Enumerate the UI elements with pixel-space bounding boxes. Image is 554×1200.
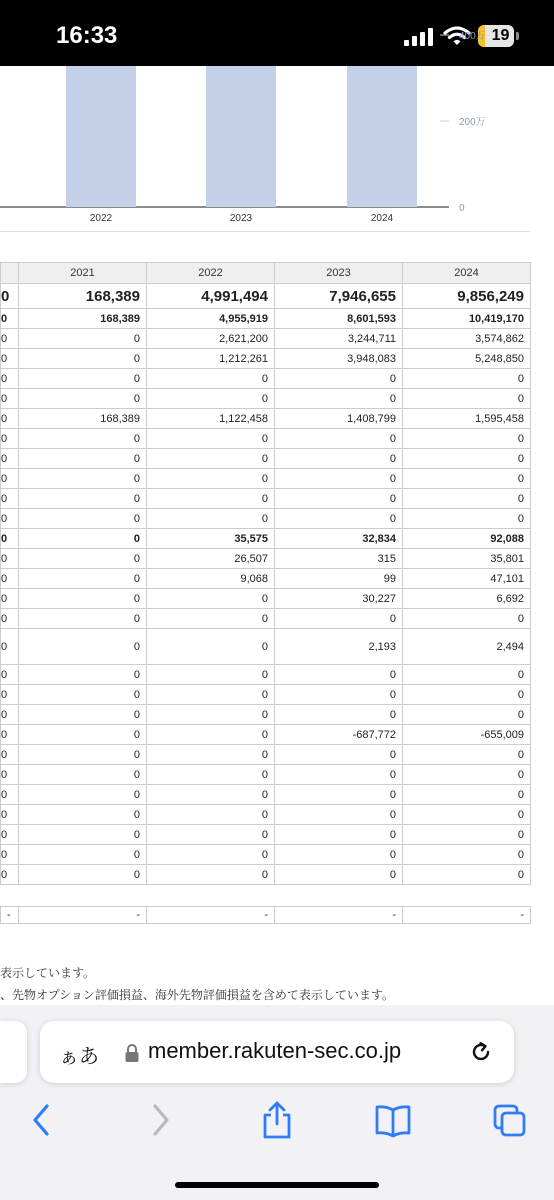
- table-cell: 0: [19, 845, 147, 865]
- table-row: [1, 549, 531, 569]
- table-row: [1, 449, 531, 469]
- table-cell: 0: [1, 284, 19, 309]
- table-cell: 0: [147, 845, 275, 865]
- table-cell: 0: [275, 785, 403, 805]
- table-cell: 0: [147, 389, 275, 409]
- table-cell: 0: [403, 685, 531, 705]
- table-cell: 0: [19, 705, 147, 725]
- table-cell: 47,101: [403, 569, 531, 589]
- table-cell: 0: [1, 845, 19, 865]
- table-cell: 1,408,799: [275, 409, 403, 429]
- table-cell: 0: [275, 489, 403, 509]
- table-cell: 0: [403, 765, 531, 785]
- table-cell: 0: [19, 805, 147, 825]
- battery-tip: [516, 32, 519, 40]
- table-header-cell: [1, 263, 19, 284]
- table-cell: 0: [19, 785, 147, 805]
- table-row: [1, 765, 531, 785]
- table-cell: 0: [19, 509, 147, 529]
- table-cell: 0: [275, 469, 403, 489]
- table-cell: 0: [147, 785, 275, 805]
- table-row: [1, 589, 531, 609]
- x-tick-label: 2022: [89, 213, 113, 224]
- table-header-cell: 2021: [19, 263, 147, 284]
- table-cell: 0: [19, 469, 147, 489]
- table-cell: -: [1, 907, 19, 924]
- bookmarks-icon[interactable]: [374, 1100, 412, 1140]
- table-row: [1, 865, 531, 885]
- table-cell: 0: [19, 825, 147, 845]
- table-cell: 0: [19, 549, 147, 569]
- table-cell: 0: [147, 429, 275, 449]
- table-cell: 0: [147, 609, 275, 629]
- table-row: [1, 825, 531, 845]
- table-cell: 0: [1, 569, 19, 589]
- table-cell: 0: [1, 629, 19, 665]
- table-cell: 4,955,919: [147, 309, 275, 329]
- table-header-cell: 2023: [275, 263, 403, 284]
- table-cell: 0: [19, 609, 147, 629]
- table-row: [1, 745, 531, 765]
- table-row: [1, 609, 531, 629]
- table-cell: 0: [147, 489, 275, 509]
- table-cell: 0: [1, 805, 19, 825]
- table-cell: 3,574,862: [403, 329, 531, 349]
- table-row: [1, 907, 531, 924]
- table-cell: 0: [147, 469, 275, 489]
- table-cell: 0: [1, 745, 19, 765]
- table-cell: 0: [1, 589, 19, 609]
- table-row: [1, 369, 531, 389]
- table-cell: 0: [19, 489, 147, 509]
- table-cell: 0: [403, 429, 531, 449]
- table-row: [1, 349, 531, 369]
- table-cell: 0: [19, 329, 147, 349]
- table-cell: 0: [147, 705, 275, 725]
- table-cell: 0: [403, 509, 531, 529]
- table-cell: 1,595,458: [403, 409, 531, 429]
- table-cell: 2,621,200: [147, 329, 275, 349]
- table-cell: 0: [403, 469, 531, 489]
- table-cell: 0: [275, 369, 403, 389]
- table-row: [1, 725, 531, 745]
- table-row: [1, 665, 531, 685]
- table-row: [1, 845, 531, 865]
- table-cell: 0: [275, 509, 403, 529]
- table-cell: 30,227: [275, 589, 403, 609]
- table-cell: -655,009: [403, 725, 531, 745]
- url-text[interactable]: member.rakuten-sec.co.jp: [148, 1038, 402, 1063]
- table-cell: 0: [19, 685, 147, 705]
- table-row: [1, 785, 531, 805]
- table-cell: 0: [275, 665, 403, 685]
- table-cell: 0: [1, 489, 19, 509]
- table-cell: 10,419,170: [403, 309, 531, 329]
- table-cell: 0: [19, 745, 147, 765]
- table-cell: 26,507: [147, 549, 275, 569]
- table-cell: 0: [1, 329, 19, 349]
- footnote: 表示しています。: [0, 966, 96, 980]
- table-cell: 9,856,249: [403, 284, 531, 309]
- table-cell: 0: [19, 389, 147, 409]
- y-tick-label: 200万: [459, 117, 486, 128]
- table-cell: 35,575: [147, 529, 275, 549]
- table-row: [1, 685, 531, 705]
- lock-icon: [124, 1043, 140, 1063]
- table-cell: 0: [1, 765, 19, 785]
- table-cell: 0: [19, 349, 147, 369]
- table-cell: 0: [403, 805, 531, 825]
- data-table: [0, 262, 531, 885]
- table-row: [1, 805, 531, 825]
- table-header-cell: 2022: [147, 263, 275, 284]
- back-icon[interactable]: [28, 1100, 54, 1140]
- table-cell: 7,946,655: [275, 284, 403, 309]
- table-cell: 0: [19, 429, 147, 449]
- x-tick-label: 2024: [370, 213, 394, 224]
- table-cell: 0: [275, 685, 403, 705]
- home-indicator: [175, 1182, 379, 1188]
- table-cell: 0: [403, 825, 531, 845]
- table-row: [1, 389, 531, 409]
- table-cell: 0: [19, 629, 147, 665]
- table-cell: -: [147, 907, 275, 924]
- table-cell: 0: [19, 529, 147, 549]
- table-cell: -: [403, 907, 531, 924]
- x-tick-label: 2023: [229, 213, 253, 224]
- table-row: [1, 409, 531, 429]
- table-row: [1, 705, 531, 725]
- table-cell: 0: [147, 865, 275, 885]
- table-cell: 6,692: [403, 589, 531, 609]
- table-cell: 0: [147, 369, 275, 389]
- table-cell: 0: [275, 609, 403, 629]
- table-cell: 0: [1, 409, 19, 429]
- table-cell: 0: [275, 745, 403, 765]
- table-cell: 32,834: [275, 529, 403, 549]
- table-cell: 0: [275, 389, 403, 409]
- table-cell: -: [275, 907, 403, 924]
- table-cell: -: [19, 907, 147, 924]
- bar: [206, 66, 276, 207]
- table-row: [1, 309, 531, 329]
- table-row: [1, 529, 531, 549]
- table-cell: 0: [1, 349, 19, 369]
- table-cell: 0: [1, 549, 19, 569]
- status-time: 16:33: [56, 22, 118, 49]
- text-size-button[interactable]: ぁあ: [59, 1046, 99, 1068]
- table-cell: 99: [275, 569, 403, 589]
- table-cell: 4,991,494: [147, 284, 275, 309]
- table-cell: 2,494: [403, 629, 531, 665]
- table-cell: 92,088: [403, 529, 531, 549]
- table-cell: 0: [19, 865, 147, 885]
- table-cell: 0: [19, 665, 147, 685]
- table-cell: 0: [1, 309, 19, 329]
- previous-tab-card[interactable]: [0, 1021, 27, 1083]
- table-cell: 0: [147, 589, 275, 609]
- table-cell: 0: [147, 745, 275, 765]
- table-cell: 0: [1, 509, 19, 529]
- table-cell: -687,772: [275, 725, 403, 745]
- share-icon[interactable]: [259, 1100, 295, 1140]
- table-cell: 0: [1, 369, 19, 389]
- table-row: [1, 284, 531, 309]
- table-cell: 0: [275, 805, 403, 825]
- footnote: 、先物オプション評価損益、海外先物評価損益を含めて表示しています。: [0, 988, 394, 1002]
- y-tick-label: 0: [459, 203, 465, 214]
- table-cell: 35,801: [403, 549, 531, 569]
- table-cell: 0: [403, 489, 531, 509]
- table-cell: 0: [147, 765, 275, 785]
- table-cell: 0: [275, 705, 403, 725]
- table-cell: 0: [403, 745, 531, 765]
- table-cell: 0: [275, 765, 403, 785]
- table-cell: 0: [147, 449, 275, 469]
- table-cell: 0: [1, 529, 19, 549]
- table-cell: 0: [1, 449, 19, 469]
- table-row: [1, 489, 531, 509]
- table-header-cell: 2024: [403, 263, 531, 284]
- summary-table: [0, 906, 531, 924]
- table-cell: 0: [403, 865, 531, 885]
- table-cell: 0: [403, 845, 531, 865]
- table-cell: 0: [147, 805, 275, 825]
- table-cell: 0: [147, 825, 275, 845]
- table-cell: 3,244,711: [275, 329, 403, 349]
- section-divider: [0, 231, 530, 232]
- table-cell: 1,122,458: [147, 409, 275, 429]
- table-cell: 0: [1, 725, 19, 745]
- table-row: [1, 469, 531, 489]
- table-header-row: [1, 263, 531, 284]
- bar: [66, 66, 136, 207]
- battery-percentage: 19: [491, 27, 510, 44]
- table-cell: 0: [1, 389, 19, 409]
- y-tick-label: 400万: [459, 31, 486, 42]
- reload-icon[interactable]: [468, 1039, 494, 1065]
- table-cell: 3,948,083: [275, 349, 403, 369]
- table-cell: 0: [1, 825, 19, 845]
- table-cell: 0: [147, 509, 275, 529]
- table-cell: 0: [147, 725, 275, 745]
- table-cell: 0: [403, 449, 531, 469]
- address-bar[interactable]: [40, 1021, 514, 1083]
- table-cell: 0: [403, 665, 531, 685]
- table-cell: 315: [275, 549, 403, 569]
- table-cell: 0: [275, 825, 403, 845]
- table-row: [1, 629, 531, 665]
- table-cell: 0: [19, 765, 147, 785]
- table-cell: 0: [147, 629, 275, 665]
- table-cell: 2,193: [275, 629, 403, 665]
- table-row: [1, 569, 531, 589]
- table-cell: 168,389: [19, 409, 147, 429]
- table-cell: 0: [1, 469, 19, 489]
- table-cell: 9,068: [147, 569, 275, 589]
- table-cell: 0: [19, 725, 147, 745]
- table-cell: 0: [1, 685, 19, 705]
- table-cell: 168,389: [19, 309, 147, 329]
- bar: [347, 66, 417, 207]
- table-cell: 0: [275, 845, 403, 865]
- table-cell: 8,601,593: [275, 309, 403, 329]
- table-cell: 0: [275, 429, 403, 449]
- table-cell: 1,212,261: [147, 349, 275, 369]
- table-cell: 0: [1, 705, 19, 725]
- table-cell: 0: [403, 389, 531, 409]
- table-cell: 0: [1, 785, 19, 805]
- table-cell: 0: [19, 589, 147, 609]
- table-cell: 0: [1, 429, 19, 449]
- table-row: [1, 509, 531, 529]
- table-cell: 168,389: [19, 284, 147, 309]
- table-cell: 0: [403, 785, 531, 805]
- table-cell: 0: [19, 569, 147, 589]
- table-cell: 0: [403, 705, 531, 725]
- table-cell: 0: [403, 369, 531, 389]
- table-cell: 0: [19, 369, 147, 389]
- table-cell: 0: [403, 609, 531, 629]
- tabs-icon[interactable]: [492, 1100, 528, 1140]
- table-cell: 0: [147, 665, 275, 685]
- forward-icon[interactable]: [148, 1100, 174, 1140]
- table-cell: 0: [275, 449, 403, 469]
- table-cell: 0: [147, 685, 275, 705]
- table-cell: 0: [275, 865, 403, 885]
- table-row: [1, 429, 531, 449]
- table-cell: 5,248,850: [403, 349, 531, 369]
- table-cell: 0: [1, 609, 19, 629]
- cellular-signal-icon: [404, 28, 434, 46]
- table-cell: 0: [1, 665, 19, 685]
- table-cell: 0: [19, 449, 147, 469]
- table-cell: 0: [1, 865, 19, 885]
- table-row: [1, 329, 531, 349]
